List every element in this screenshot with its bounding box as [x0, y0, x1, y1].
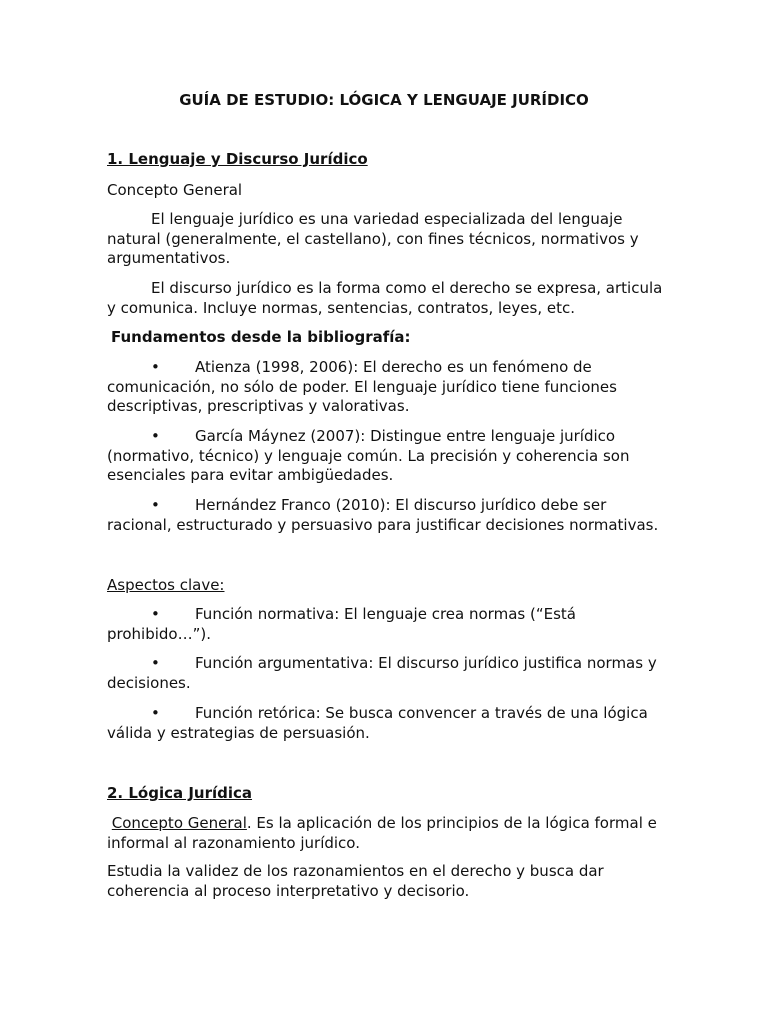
concepto-logica-text: . Es la aplicación de los principios de la lógica formal e informal al razonamiento jurídico. [107, 814, 657, 852]
aspecto-funcion-argumentativa: Función argumentativa: El discurso jurídico justifica normas y decisiones. [107, 654, 657, 692]
list-item [107, 496, 667, 535]
aspecto-funcion-normativa: Función normativa: El lenguaje crea normas (“Está prohibido…”). [107, 605, 576, 643]
bullet-icon: • [151, 358, 160, 376]
bullet-icon: • [151, 496, 160, 514]
list-item [107, 605, 667, 644]
bullet-icon: • [151, 427, 160, 445]
list-item [107, 654, 667, 693]
fundamento-hernandez-franco: Hernández Franco (2010): El discurso jurídico debe ser racional, estructurado y persuasivo para justificar decisiones normativas. [107, 496, 659, 534]
paragraph-lenguaje-juridico: El lenguaje jurídico es una variedad especializada del lenguaje natural (generalmente, el castellano), con fines técnicos, normativos y argumentativos. [107, 210, 639, 268]
paragraph-concepto-logica [107, 814, 667, 853]
list-item [107, 427, 667, 486]
fundamentos-heading: Fundamentos desde la bibliografía: [111, 328, 411, 346]
paragraph-discurso-juridico: El discurso jurídico es la forma como el derecho se expresa, articula y comunica. Incluye normas, sentencias, contratos, leyes, etc. [107, 279, 663, 317]
fundamento-garcia-maynez: García Máynez (2007): Distingue entre lenguaje jurídico (normativo, técnico) y lenguaje común. La precisión y coherencia son esenciales para evitar ambigüedades. [107, 427, 630, 485]
section-2-heading: 2. Lógica Jurídica [107, 784, 253, 802]
concepto-general-label: Concepto General [107, 181, 243, 199]
aspectos-clave-heading: Aspectos clave: [107, 576, 225, 594]
bullet-icon: • [151, 704, 160, 722]
paragraph-validez-razonamientos: Estudia la validez de los razonamientos en el derecho y busca dar coherencia al proceso interpretativo y decisorio. [107, 862, 604, 900]
document-title: GUÍA DE ESTUDIO: LÓGICA Y LENGUAJE JURÍDICO [179, 91, 589, 109]
list-item [107, 358, 667, 417]
aspecto-funcion-retorica: Función retórica: Se busca convencer a través de una lógica válida y estrategias de persuasión. [107, 704, 648, 742]
section-1-heading: 1. Lenguaje y Discurso Jurídico [107, 150, 368, 168]
fundamento-atienza: Atienza (1998, 2006): El derecho es un fenómeno de comunicación, no sólo de poder. El lenguaje jurídico tiene funciones descriptivas, prescriptivas y valorativas. [107, 358, 617, 416]
bullet-icon: • [151, 654, 160, 672]
list-item [107, 704, 667, 743]
concepto-general-link-label: Concepto General [111, 814, 247, 832]
bullet-icon: • [151, 605, 160, 623]
